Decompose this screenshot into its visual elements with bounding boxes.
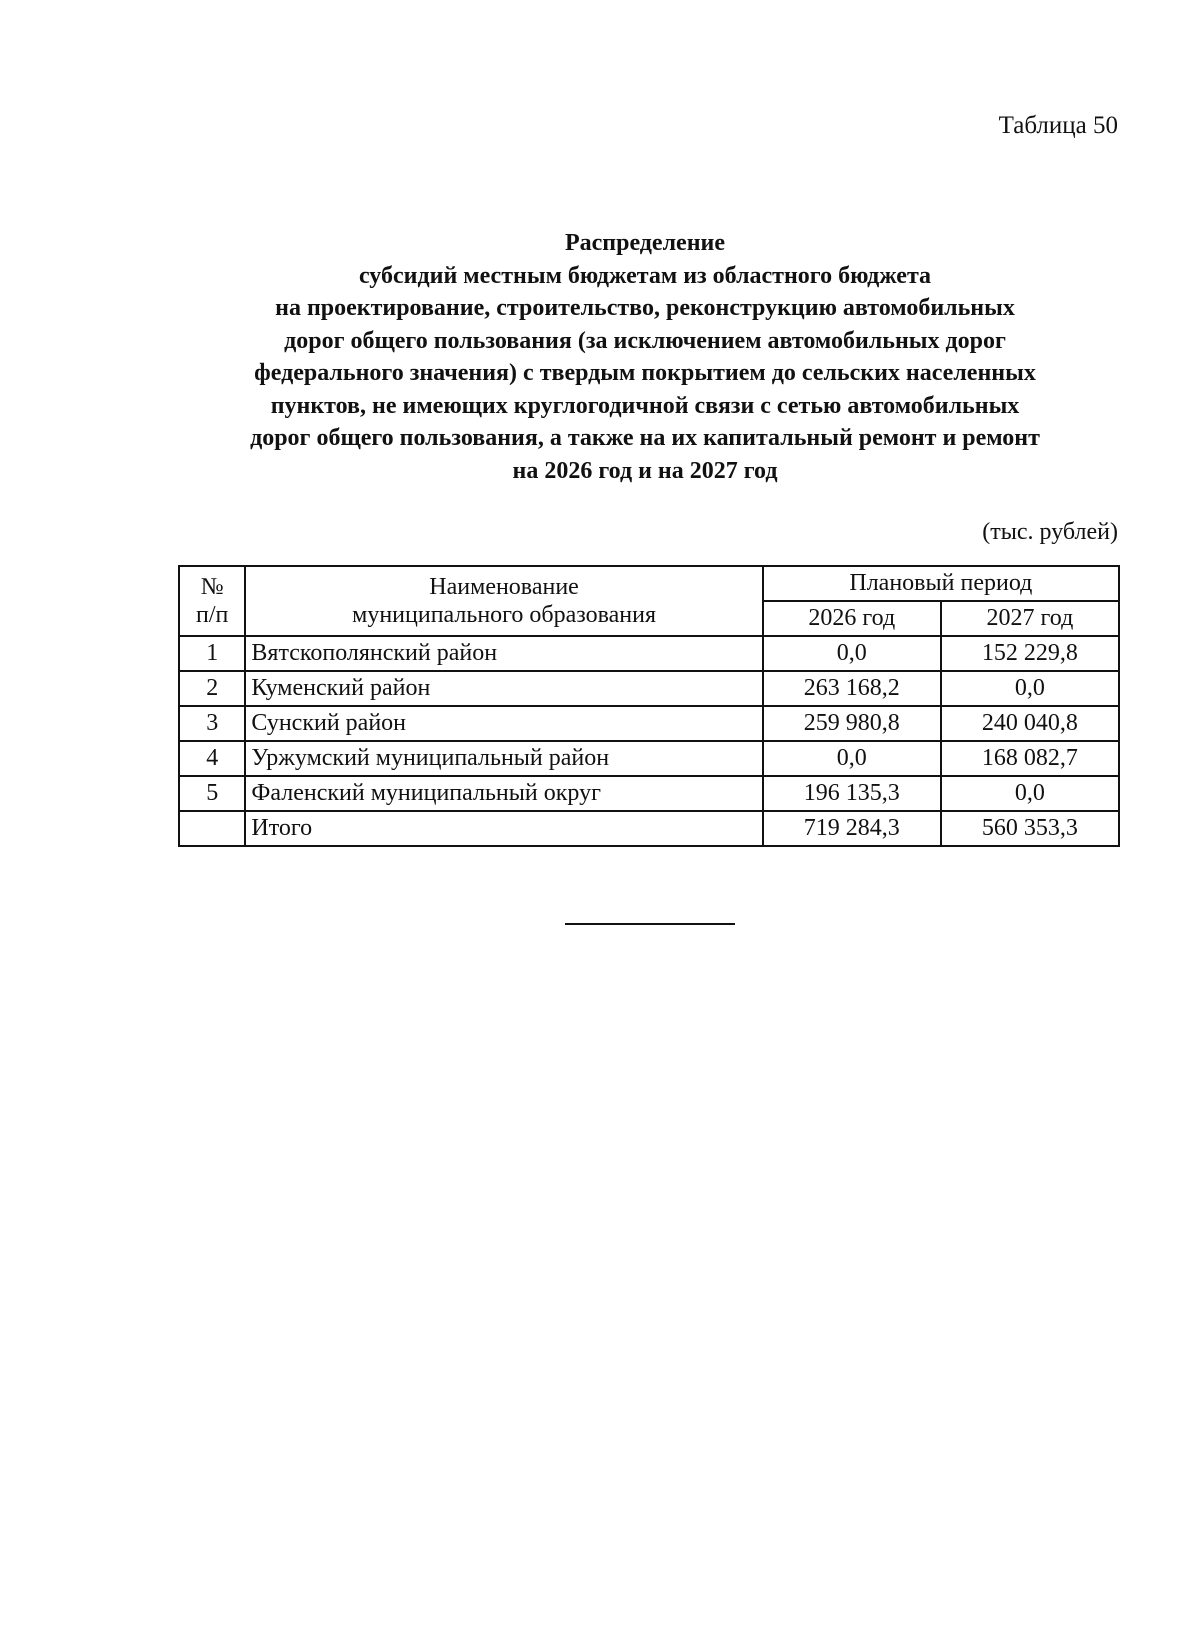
subsidy-table: [178, 565, 1120, 847]
title-line: на 2026 год и на 2027 год: [512, 457, 778, 484]
row-number: 5: [179, 776, 245, 811]
row-value-2026: 263 168,2: [763, 671, 941, 706]
title-line: субсидий местным бюджетам из областного бюджета: [358, 262, 932, 289]
total-label: Итого: [245, 811, 762, 846]
header-year-2027: 2027 год: [941, 601, 1119, 636]
title-line: на проектирование, строительство, реконструкцию автомобильных: [275, 295, 1015, 321]
table-row: [179, 741, 1119, 776]
document-title: [150, 227, 1140, 487]
title-line: пунктов, не имеющих круглогодичной связи с сетью автомобильных: [270, 392, 1020, 419]
header-number: [179, 566, 245, 636]
row-value-2027: 240 040,8: [941, 706, 1119, 741]
row-municipality: Куменский район: [245, 671, 762, 706]
row-value-2026: 0,0: [763, 636, 941, 671]
row-value-2027: 0,0: [941, 671, 1119, 706]
table-row: [179, 671, 1119, 706]
header-year-2026: 2026 год: [763, 601, 941, 636]
title-line: Распределение: [564, 230, 726, 256]
total-number: [179, 811, 245, 846]
row-value-2027: 168 082,7: [941, 741, 1119, 776]
row-number: 4: [179, 741, 245, 776]
row-number: 1: [179, 636, 245, 671]
row-municipality: Фаленский муниципальный округ: [245, 776, 762, 811]
header-number-line1: №: [200, 573, 224, 600]
table-row: [179, 706, 1119, 741]
row-value-2026: 259 980,8: [763, 706, 941, 741]
title-line: федерального значения) с твердым покрытием до сельских населенных: [254, 360, 1036, 386]
title-line: дорог общего пользования, а также на их капитальный ремонт и ремонт: [250, 425, 1040, 451]
table-row: [179, 636, 1119, 671]
title-line: дорог общего пользования (за исключением автомобильных дорог: [284, 327, 1006, 354]
table-number: Таблица 50: [998, 112, 1118, 139]
header-planned-period: Плановый период: [763, 566, 1119, 601]
total-value-2027: 560 353,3: [941, 811, 1119, 846]
end-divider-line: [565, 923, 735, 925]
row-number: 3: [179, 706, 245, 741]
header-municipality-line1: Наименование: [429, 573, 579, 600]
header-number-line2: п/п: [196, 601, 229, 628]
header-municipality-line2: муниципального образования: [352, 601, 657, 628]
row-municipality: Уржумский муниципальный район: [245, 741, 762, 776]
row-value-2027: 152 229,8: [941, 636, 1119, 671]
header-municipality: [245, 566, 762, 636]
table-header-row: [179, 566, 1119, 601]
row-number: 2: [179, 671, 245, 706]
table-row: [179, 776, 1119, 811]
row-municipality: Вятскополянский район: [245, 636, 762, 671]
units-note: (тыс. рублей): [982, 519, 1118, 545]
row-value-2026: 0,0: [763, 741, 941, 776]
total-value-2026: 719 284,3: [763, 811, 941, 846]
row-value-2026: 196 135,3: [763, 776, 941, 811]
table-total-row: [179, 811, 1119, 846]
row-municipality: Сунский район: [245, 706, 762, 741]
row-value-2027: 0,0: [941, 776, 1119, 811]
